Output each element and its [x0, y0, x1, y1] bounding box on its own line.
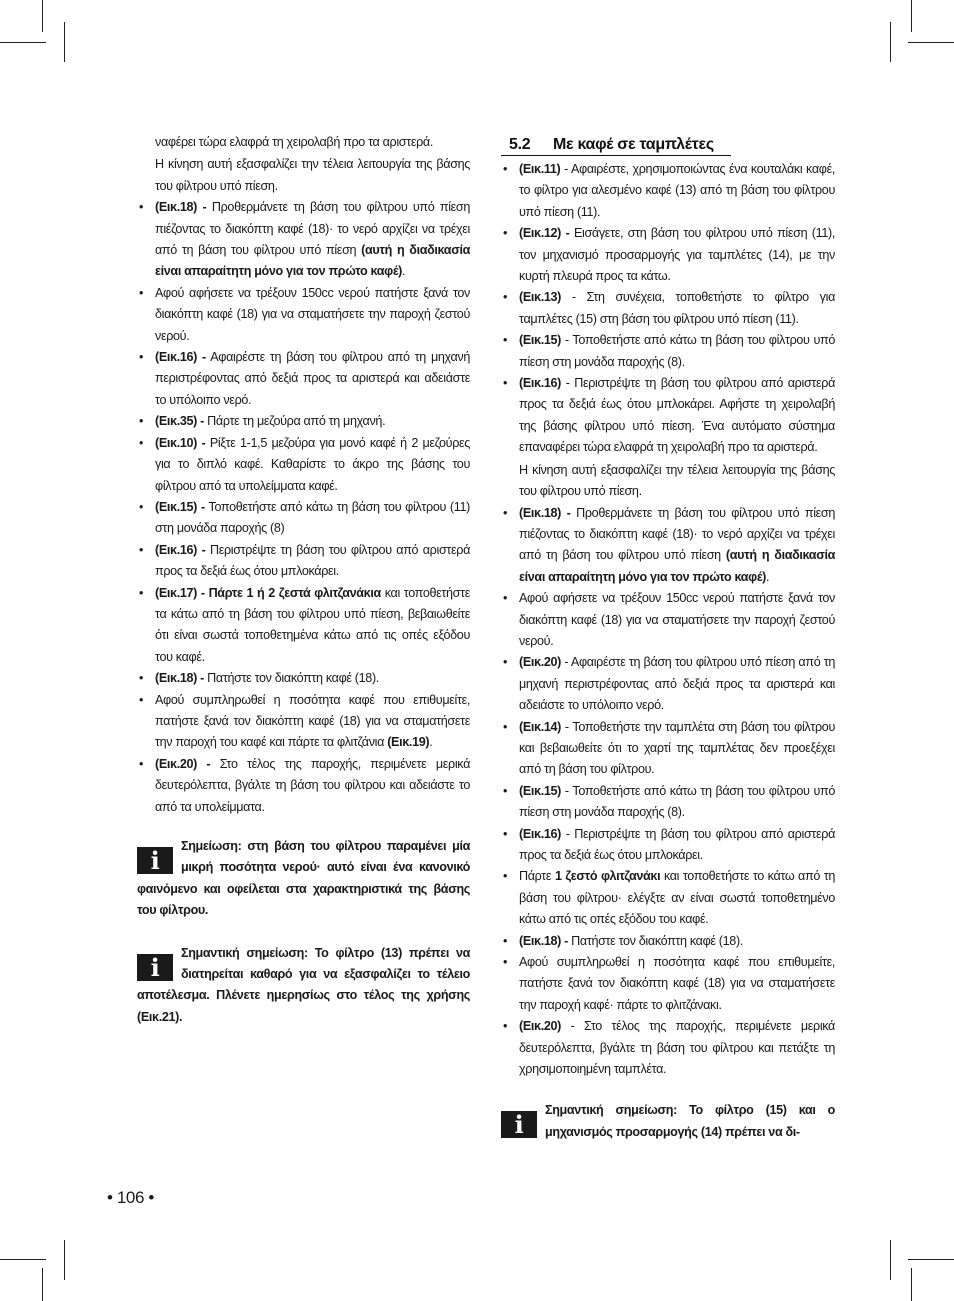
list-item: • (Εικ.16) - Περιστρέψτε τη βάση του φίλτρου από αριστερά προς τα δεξιά έως ότου μπλοκάρει. — [137, 540, 470, 583]
crop-mark — [890, 22, 891, 62]
list-item: • Αφού αφήσετε να τρέξουν 150cc νερού πατήστε ξανά τον διακόπτη καφέ (18) για να σταματήσετε την παροχή ζεστού νερού. — [501, 588, 835, 652]
info-icon: i — [137, 954, 173, 981]
important-note-text: Σημαντική σημείωση: Το φίλτρο (15) και ο μηχανισμός προσαρμογής (14) πρέπει να δι- — [545, 1103, 835, 1139]
info-icon: i — [137, 847, 173, 874]
list-item: • (Εικ.18) - Προθερμάνετε τη βάση του φίλτρου υπό πίεση πιέζοντας το διακόπτη καφέ (18)· το νερό αρχίζει να τρέχει από τη βάση του φίλτρου υπό πίεση (αυτή η διαδικασία είναι απαραίτητη μόνο για τον πρώτο καφέ). — [501, 503, 835, 589]
section-heading — [501, 134, 731, 156]
list-item: • (Εικ.15) - Τοποθετήστε από κάτω τη βάση του φίλτρου υπό πίεση στη μονάδα παροχής (8). — [501, 330, 835, 373]
info-icon: i — [501, 1111, 537, 1138]
list-item: • (Εικ.16) - Αφαιρέστε τη βάση του φίλτρου από τη μηχανή περιστρέφοντας από δεξιά προς τα αριστερά και αδειάστε το υπόλοιπο νερό. — [137, 347, 470, 411]
list-item: • (Εικ.12) - Εισάγετε, στη βάση του φίλτρου υπό πίεση (11), τον μηχανισμό προσαρμογής για ταμπλέτες (14), με την κυρτή πλευρά προς τα κάτω. — [501, 223, 835, 287]
important-note-box — [501, 1100, 835, 1143]
page-number: • 106 • — [107, 1188, 154, 1207]
note-text: Σημείωση: στη βάση του φίλτρου παραμένει μία μικρή ποσότητα νερού· αυτό είναι ένα κανονικό φαινόμενο και οφείλεται στα χαρακτηριστικά της βάσης του φίλτρου. — [137, 839, 470, 918]
left-lead-1: ναφέρει τώρα ελαφρά τη χειρολαβή προ τα αριστερά. — [155, 135, 434, 149]
list-item: • (Εικ.11) - Αφαιρέστε, χρησιμοποιώντας ένα κουταλάκι καφέ, το φίλτρο για αλεσμένο καφέ (13) από τη βάση του φίλτρου υπό πίεση (11). — [501, 159, 835, 223]
list-item: • (Εικ.16) - Περιστρέψτε τη βάση του φίλτρου από αριστερά προς τα δεξιά έως ότου μπλοκάρει. — [501, 824, 835, 867]
list-item: • Αφού αφήσετε να τρέξουν 150cc νερού πατήστε ξανά τον διακόπτη καφέ (18) για να σταματήσετε την παροχή ζεστού νερού. — [137, 283, 470, 347]
left-column — [137, 132, 470, 1028]
list-item: • (Εικ.20) - Στο τέλος της παροχής, περιμένετε μερικά δευτερόλεπτα, βγάλτε τη βάση του φίλτρου και πετάξτε τη χρησιμοποιημένη ταμπλέτα. — [501, 1016, 835, 1080]
crop-mark — [911, 0, 912, 32]
right-instruction-list-b — [501, 503, 835, 1081]
crop-mark — [908, 1259, 954, 1260]
list-item: • (Εικ.10) - Ρίξτε 1-1,5 μεζούρα για μονό καφέ ή 2 μεζούρες για το διπλό καφέ. Καθαρίστε το άκρο της βάσης του φίλτρου από τα υπολείμματα καφέ. — [137, 433, 470, 497]
list-item: • (Εικ.15) - Τοποθετήστε από κάτω τη βάση του φίλτρου (11) στη μονάδα παροχής (8) — [137, 497, 470, 540]
important-note-box — [137, 943, 470, 1029]
section-number: 5.2 — [509, 136, 531, 153]
list-item: • (Εικ.18) - Προθερμάνετε τη βάση του φίλτρου υπό πίεση πιέζοντας το διακόπτη καφέ (18)· το νερό αρχίζει να τρέχει από τη βάση του φίλτρου υπό πίεση (αυτή η διαδικασία είναι απαραίτητη μόνο για τον πρώτο καφέ). — [137, 197, 470, 283]
list-item: • (Εικ.13) - Στη συνέχεια, τοποθετήστε το φίλτρο για ταμπλέτες (15) στη βάση του φίλτρου υπό πίεση (11). — [501, 287, 835, 330]
crop-mark — [0, 1259, 46, 1260]
list-item: • (Εικ.35) - Πάρτε τη μεζούρα από τη μηχανή. — [137, 411, 470, 432]
list-item: • (Εικ.16) - Περιστρέψτε τη βάση του φίλτρου από αριστερά προς τα δεξιά έως ότου μπλοκάρει. Αφήστε τη χειρολαβή της βάσης φίλτρου υπό πίεση. Ένα αυτόματο σύστημα επαναφέρει τώρα ελαφρά τη χειρολαβή προ τα αριστερά. — [501, 373, 835, 459]
list-item: • (Εικ.18) - Πατήστε τον διακόπτη καφέ (18). — [137, 668, 470, 689]
right-column — [501, 134, 835, 1143]
list-item: • Αφού συμπληρωθεί η ποσότητα καφέ που επιθυμείτε, πατήστε ξανά τον διακόπτη καφέ (18) για να σταματήσετε την παροχή καφέ· πάρτε το φλιτζάνακι. — [501, 952, 835, 1016]
list-item: • (Εικ.17) - Πάρτε 1 ή 2 ζεστά φλιτζανάκια και τοποθετήστε τα κάτω από τη βάση του φίλτρου υπό πίεση, βεβαιωθείτε ότι είναι σωστά τοποθετημένα κάτω από τις οπές εξόδου του καφέ. — [137, 583, 470, 669]
crop-mark — [42, 0, 43, 32]
right-instruction-list-a — [501, 159, 835, 459]
right-mid-paragraph: Η κίνηση αυτή εξασφαλίζει την τέλεια λειτουργία της βάσης του φίλτρου υπό πίεση. — [519, 462, 835, 499]
list-item: • Αφού συμπληρωθεί η ποσότητα καφέ που επιθυμείτε, πατήστε ξανά τον διακόπτη καφέ (18) για να σταματήσετε την παροχή του καφέ και πάρτε τα φλιτζάνια (Εικ.19). — [137, 690, 470, 754]
crop-mark — [64, 1240, 65, 1280]
list-item: • Πάρτε 1 ζεστό φλιτζανάκι και τοποθετήστε το κάτω από τη βάση του φίλτρου· ελέγξτε αν είναι σωστά τοποθετημένο κάτω από τις οπές εξόδου του καφέ. — [501, 866, 835, 930]
crop-mark — [890, 1240, 891, 1280]
crop-mark — [0, 42, 46, 43]
list-item: • (Εικ.20) - Στο τέλος της παροχής, περιμένετε μερικά δευτερόλεπτα, βγάλτε τη βάση του φίλτρου και αδειάστε το από τα υπολείμματα. — [137, 754, 470, 818]
left-instruction-list — [137, 197, 470, 818]
note-box — [137, 836, 470, 922]
important-note-text: Σημαντική σημείωση: Το φίλτρο (13) πρέπει να διατηρείται καθαρό για να εξασφαλίζει το τέλειο αποτέλεσμα. Πλένετε ημερησίως στο τέλος της χρήσης (Εικ.21). — [137, 945, 470, 1024]
list-item: • (Εικ.18) - Πατήστε τον διακόπτη καφέ (18). — [501, 931, 835, 952]
crop-mark — [64, 22, 65, 62]
section-title: Με καφέ σε ταμπλέτες — [553, 136, 714, 153]
crop-mark — [908, 42, 954, 43]
crop-mark — [42, 1268, 43, 1301]
list-item: • (Εικ.20) - Αφαιρέστε τη βάση του φίλτρου υπό πίεση από τη μηχανή περιστρέφοντας από δεξιά προς τα αριστερά και αδειάστε το υπόλοιπο νερό. — [501, 652, 835, 716]
list-item: • (Εικ.14) - Τοποθετήστε την ταμπλέτα στη βάση του φίλτρου και βεβαιωθείτε ότι το χαρτί της ταμπλέτας δεν προεξέχει από τη βάση του φίλτρου. — [501, 717, 835, 781]
list-item: • (Εικ.15) - Τοποθετήστε από κάτω τη βάση του φίλτρου υπό πίεση στη μονάδα παροχής (8). — [501, 781, 835, 824]
left-lead-2: Η κίνηση αυτή εξασφαλίζει την τέλεια λειτουργία της βάσης του φίλτρου υπό πίεση. — [155, 157, 470, 193]
crop-mark — [911, 1268, 912, 1301]
